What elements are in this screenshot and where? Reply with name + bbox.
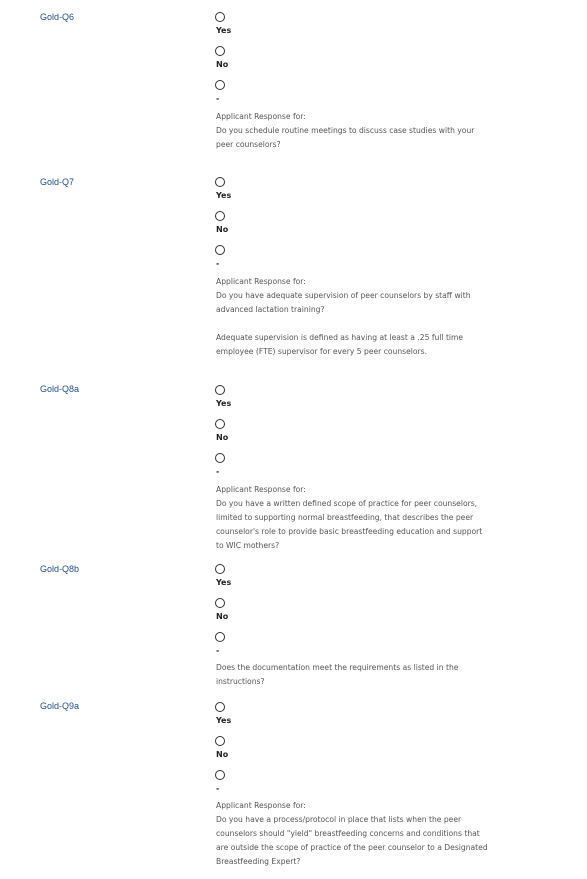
- response-line: advanced lactation training?: [216, 305, 325, 314]
- documentation-question-text: [216, 661, 516, 689]
- option-label-no: No: [216, 433, 229, 442]
- response-line: Do you have a process/protocol in place that lists when the peer: [216, 815, 462, 824]
- radio-none[interactable]: [215, 770, 225, 780]
- option-label-yes: Yes: [216, 191, 232, 200]
- response-line: instructions?: [216, 677, 265, 686]
- applicant-response-text: [216, 799, 516, 869]
- radio-yes[interactable]: [215, 564, 225, 574]
- option-label-none: -: [216, 646, 220, 655]
- question-id: Gold-Q7: [40, 177, 75, 187]
- question-id: Gold-Q6: [40, 12, 75, 22]
- radio-yes[interactable]: [215, 385, 225, 395]
- response-line: Breastfeeding Expert?: [216, 857, 301, 866]
- option-label-yes: Yes: [216, 399, 232, 408]
- response-line: Applicant Response for:: [216, 112, 306, 121]
- radio-none[interactable]: [215, 80, 225, 90]
- option-label-no: No: [216, 750, 229, 759]
- definition-line: Adequate supervision is defined as having at least a .25 full time: [216, 333, 464, 342]
- radio-no[interactable]: [215, 46, 225, 56]
- option-label-none: -: [216, 259, 220, 268]
- option-label-none: -: [216, 94, 220, 103]
- response-line: Do you schedule routine meetings to discuss case studies with your: [216, 126, 475, 135]
- option-label-yes: Yes: [216, 578, 232, 587]
- response-line: peer counselors?: [216, 140, 281, 149]
- option-label-no: No: [216, 60, 229, 69]
- option-label-no: No: [216, 225, 229, 234]
- radio-none[interactable]: [215, 632, 225, 642]
- response-line: counselors should "yield" breastfeeding concerns and conditions that: [216, 829, 480, 838]
- question-id: Gold-Q9a: [40, 701, 80, 711]
- applicant-response-text: [216, 275, 516, 317]
- radio-none[interactable]: [215, 453, 225, 463]
- question-id: Gold-Q8b: [40, 564, 80, 574]
- applicant-response-text: [216, 483, 516, 553]
- radio-yes[interactable]: [215, 177, 225, 187]
- response-line: Do you have a written defined scope of practice for peer counselors,: [216, 499, 478, 508]
- radio-none[interactable]: [215, 245, 225, 255]
- radio-no[interactable]: [215, 736, 225, 746]
- response-line: limited to supporting normal breastfeeding, that describes the peer: [216, 513, 474, 522]
- supervision-definition-text: [216, 331, 516, 359]
- radio-yes[interactable]: [215, 12, 225, 22]
- response-line: are outside the scope of practice of the peer counselor to a Designated: [216, 843, 488, 852]
- radio-no[interactable]: [215, 211, 225, 221]
- definition-line: employee (FTE) supervisor for every 5 peer counselors.: [216, 347, 428, 356]
- response-line: Applicant Response for:: [216, 485, 306, 494]
- option-label-none: -: [216, 784, 220, 793]
- response-line: Applicant Response for:: [216, 801, 306, 810]
- radio-no[interactable]: [215, 419, 225, 429]
- option-label-yes: Yes: [216, 26, 232, 35]
- option-label-no: No: [216, 612, 229, 621]
- radio-no[interactable]: [215, 598, 225, 608]
- radio-yes[interactable]: [215, 702, 225, 712]
- applicant-response-text: [216, 110, 516, 152]
- option-label-none: -: [216, 467, 220, 476]
- response-line: counselor's role to provide basic breastfeeding education and support: [216, 527, 483, 536]
- response-line: Applicant Response for:: [216, 277, 306, 286]
- response-line: to WIC mothers?: [216, 541, 280, 550]
- response-line: Do you have adequate supervision of peer counselors by staff with: [216, 291, 471, 300]
- question-id: Gold-Q8a: [40, 384, 80, 394]
- option-label-yes: Yes: [216, 716, 232, 725]
- response-line: Does the documentation meet the requirements as listed in the: [216, 663, 459, 672]
